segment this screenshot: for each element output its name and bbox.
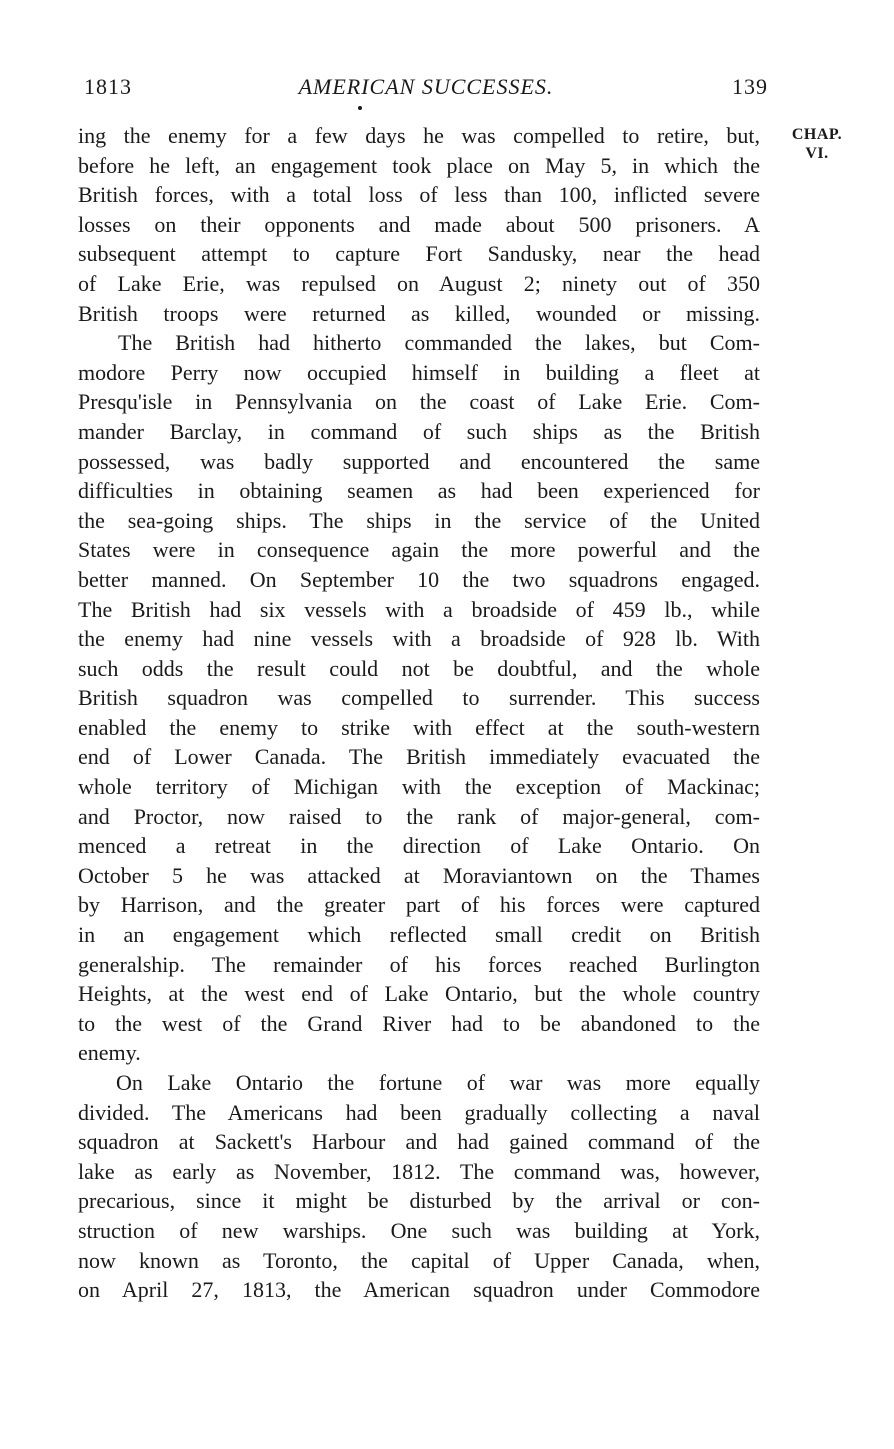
text-line: such odds the result could not be doubtful, and the whole bbox=[78, 655, 760, 681]
text-line: and Proctor, now raised to the rank of major-general, com- bbox=[78, 803, 760, 829]
text-line: ing the enemy for a few days he was compelled to retire, but, bbox=[78, 123, 760, 148]
text-line: on April 27, 1813, the American squadron under Commodore bbox=[78, 1277, 760, 1303]
text-line: precarious, since it might be disturbed by the arrival or con- bbox=[78, 1188, 760, 1214]
text-line: mander Barclay, in command of such ships as the British bbox=[78, 418, 760, 444]
text-line: possessed, was badly supported and encountered the same bbox=[78, 448, 760, 474]
text-line: divided. The Americans had been gradually collecting a naval bbox=[78, 1099, 760, 1125]
text-line: whole territory of Michigan with the exception of Mackinac; bbox=[78, 774, 760, 800]
page-number: 139 bbox=[732, 74, 768, 99]
text-line: The British had hitherto commanded the lakes, but Com- bbox=[118, 330, 760, 356]
text-line: squadron at Sackett's Harbour and had gained command of the bbox=[78, 1129, 760, 1155]
body-text bbox=[78, 121, 760, 1305]
text-line: now known as Toronto, the capital of Upper Canada, when, bbox=[78, 1247, 760, 1273]
running-head-year: 1813 bbox=[84, 74, 132, 99]
text-line: British troops were returned as killed, wounded or missing. bbox=[78, 300, 760, 326]
text-line: to the west of the Grand River had to be abandoned to the bbox=[78, 1010, 760, 1036]
chapter-margin-note bbox=[777, 125, 857, 163]
text-line: difficulties in obtaining seamen as had been experienced for bbox=[78, 478, 760, 504]
margin-note-chap: CHAP. bbox=[791, 126, 843, 143]
text-line: Presqu'isle in Pennsylvania on the coast of Lake Erie. Com- bbox=[78, 389, 760, 415]
text-line: generalship. The remainder of his forces reached Burlington bbox=[78, 951, 760, 977]
text-line: October 5 he was attacked at Moraviantown on the Thames bbox=[78, 862, 760, 888]
text-line: in an engagement which reflected small credit on British bbox=[78, 922, 760, 948]
text-line: before he left, an engagement took place on May 5, in which the bbox=[78, 152, 760, 178]
text-line: the sea-going ships. The ships in the service of the United bbox=[78, 507, 760, 533]
text-line: British forces, with a total loss of less than 100, inflicted severe bbox=[78, 182, 760, 208]
running-head-title: AMERICAN SUCCESSES. bbox=[298, 74, 554, 99]
text-line: better manned. On September 10 the two squadrons engaged. bbox=[78, 566, 760, 592]
text-line: of Lake Erie, was repulsed on August 2; ninety out of 350 bbox=[78, 270, 760, 296]
text-line: losses on their opponents and made about 500 prisoners. A bbox=[78, 211, 760, 237]
text-line: The British had six vessels with a broadside of 459 lb., while bbox=[78, 596, 760, 622]
text-line: menced a retreat in the direction of Lake Ontario. On bbox=[78, 833, 760, 859]
text-line: subsequent attempt to capture Fort Sandusky, near the head bbox=[78, 241, 760, 267]
text-line: enabled the enemy to strike with effect at the south-western bbox=[78, 714, 760, 740]
text-line: States were in consequence again the more powerful and the bbox=[78, 537, 760, 563]
text-line: by Harrison, and the greater part of his forces were captured bbox=[78, 892, 760, 918]
text-line: Heights, at the west end of Lake Ontario, but the whole country bbox=[78, 981, 760, 1007]
text-line: lake as early as November, 1812. The command was, however, bbox=[78, 1158, 760, 1184]
text-line: struction of new warships. One such was building at York, bbox=[78, 1217, 760, 1243]
text-line: the enemy had nine vessels with a broadside of 928 lb. With bbox=[78, 626, 760, 652]
text-line: end of Lower Canada. The British immediately evacuated the bbox=[78, 744, 760, 770]
ornament-dot bbox=[358, 106, 362, 110]
running-head bbox=[84, 74, 768, 106]
text-line: modore Perry now occupied himself in building a fleet at bbox=[78, 359, 760, 385]
text-line: British squadron was compelled to surrender. This success bbox=[78, 685, 760, 711]
text-line: enemy. bbox=[78, 1040, 141, 1066]
text-line: On Lake Ontario the fortune of war was more equally bbox=[116, 1070, 760, 1095]
margin-note-number: VI. bbox=[805, 145, 829, 162]
